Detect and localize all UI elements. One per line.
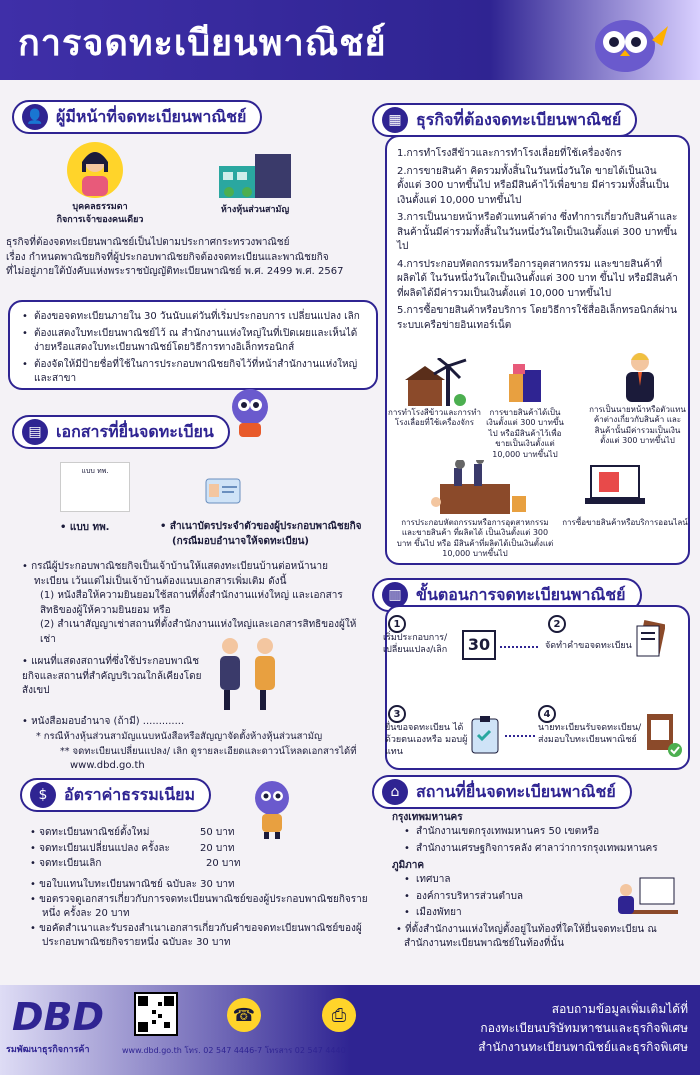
section-fees-heading: $ อัตราค่าธรรมเนียม: [20, 778, 211, 812]
doc-bullet-id: • สำเนาบัตรประจำตัวของผู้ประกอบพาณิชยกิจ (กรณีมอบอำนาจให้จดทะเบียน): [160, 521, 362, 547]
fee-extra: • ขอใบแทนใบทะเบียนพาณิชย์ ฉบับละ 30 บาท • ขอตรวจดูเอกสารเกี่ยวกับการจดทะเบียนพาณิชย์ของผู้ประกอบพาณิชยกิจรายหนึ่ง ครั้งละ 20 บาท • ขอคัดสำเนาและรับรองสำเนาเอกสารเกี่ยวกับคำขอจดทะเบียนพาณิชย์ของผู้ประกอบพาณิชยกิจรายหนึ่ง ฉบับละ 30 บาท: [30, 879, 368, 948]
dbd-logo-icon: [8, 990, 118, 1040]
step-number: 1: [388, 615, 406, 633]
step-text: เริ่มประกอบการ/ เปลี่ยนแปลง/เลิก: [383, 633, 448, 656]
step-text: จัดทำคำขอจดทะเบียน: [545, 641, 632, 651]
person-icon: 👤: [22, 104, 48, 130]
footer-contact-text: สอบถามข้อมูลเพิ่มเติมได้ที่ กองทะเบียนบริษัทมหาชนและธุรกิจพิเศษ สำนักงานทะเบียนพาณิชย์และธุรกิจพิเศษ: [478, 1002, 688, 1055]
building-illustration-icon: [215, 148, 295, 200]
doc-sub-1: * กรณีห้างหุ้นส่วนสามัญแนบหนังสือหรือสัญญาจัดตั้งห้างหุ้นส่วนสามัญ: [36, 731, 323, 742]
factory-icon: [430, 460, 530, 515]
agent-icon: [620, 350, 660, 402]
laptop-shop-icon: [585, 462, 645, 510]
fax-icon[interactable]: ⎙: [322, 998, 356, 1032]
shopping-bag-icon: [505, 360, 545, 405]
doc-map-bullet: • แผนที่แสดงสถานที่ซึ่งใช้ประกอบพาณิชยกิจและสถานที่สำคัญบริเวณใกล้เคียงโดยสังเขป: [22, 656, 202, 696]
doc-house-requirements: • กรณีผู้ประกอบพาณิชยกิจเป็นเจ้าบ้านให้แสดงทะเบียนบ้านต่อหน้านายทะเบียน เว้นแต่ไม่เป็นเจ้าบ้านต้องแนบเอกสารเพิ่มเติม ดังนี้ (1) หนังสือให้ความยินยอมใช้สถานที่ตั้งสำนักงานแห่งใหญ่ และเอกสารสิทธิของผู้ให้ความยินยอม หรือ (2) สำเนาสัญญาเช่าสถานที่ตั้งสำนักงานแห่งใหญ่และเอกสารสิทธิของผู้ให้เช่า: [22, 561, 357, 645]
money-icon: $: [30, 782, 56, 808]
requirement-item: • ต้องแสดงใบทะเบียนพาณิชย์ไว้ ณ สำนักงานแห่งใหญ่ในที่เปิดเผยและเห็นได้ง่ายหรือแสดงใบทะเบียนพาณิชย์โดยวิธีการทางอิเล็กทรอนิกส์: [20, 327, 366, 356]
clipboard-icon: [470, 715, 502, 755]
business-caption-5: การซื้อขายสินค้าหรือบริการออนไลน์: [562, 518, 688, 527]
fee-table: [30, 825, 260, 872]
shop-icon: ▦: [382, 107, 408, 133]
id-card-icon: [205, 478, 241, 504]
section-business-heading: ▦ ธุรกิจที่ต้องจดทะเบียนพาณิชย์: [372, 103, 637, 137]
step-arrow: [505, 735, 535, 737]
requirement-item: • ต้องขอจดทะเบียนภายใน 30 วันนับแต่วันที่เริ่มประกอบการ เปลี่ยนแปลง เลิก: [20, 310, 366, 325]
dbd-subtitle: รมพัฒนาธุรกิจการค้า: [6, 1045, 90, 1055]
step-number: 3: [388, 705, 406, 723]
section-docs-heading: ▤ เอกสารที่ยื่นจดทะเบียน: [12, 415, 230, 449]
calendar-icon: 30: [462, 630, 496, 660]
phone-icon[interactable]: ☎: [227, 998, 261, 1032]
person-illustration-icon: [60, 140, 130, 200]
person-caption-1: บุคคลธรรมดา: [72, 202, 128, 212]
place-info: กรุงเทพมหานคร • สำนักงานเขตกรุงเทพมหานคร 50 เขตหรือ • สำนักงานเศรษฐกิจการคลัง ศาลาว่าการกรุงเทพมหานคร ภูมิภาค • เทศบาล • องค์การบริหารส่วนตำบล • เมืองพัทยา • ที่ตั้งสำนักงานแห่งใหญ่ตั้งอยู่ในท้องที่ใดให้ยื่นจดทะเบียน ณ สำนักงานทะเบียนพาณิชย์ในท้องที่นั้น: [392, 810, 687, 952]
doc-sub-2: ** จดทะเบียนเปลี่ยนแปลง/ เลิก ดูรายละเอียดและดาวน์โหลดเอกสารได้ที่: [60, 746, 357, 757]
business-item: 3.การเป็นนายหน้าหรือตัวแทนค้าต่าง ซึ่งทำการเกี่ยวกับสินค้าและสินค้านั้นมีค่ารวมทั้งสิ้นในวันหนึ่งวันใดเป็นเงินตั้งแต่ 300 บาทขึ้นไป: [397, 212, 678, 252]
contact-info: www.dbd.go.th โทร. 02 547 4446-7 โทรสาร 02 547 4440: [122, 1046, 346, 1055]
partnership-caption: ห้างหุ้นส่วนสามัญ: [220, 205, 290, 215]
business-item: 1.การทำโรงสีข้าวและการทำโรงเลื่อยที่ใช้เครื่องจักร: [397, 148, 622, 159]
step-number: 2: [548, 615, 566, 633]
step-text: ยื่นขอจดทะเบียน ได้ด้วยตนเองหรือ มอบผู้แทน: [385, 723, 468, 758]
step-number: 4: [538, 705, 556, 723]
government-building-icon: ⌂: [382, 779, 408, 805]
form-thumbnail: แบบ ทพ.: [60, 462, 130, 512]
who-intro: ธุรกิจที่ต้องจดทะเบียนพาณิชย์เป็นไปตามประกาศกระทรวงพาณิชย์ เรื่อง กำหนดพาณิชยกิจที่ผู้ประกอบพาณิชยกิจต้องจดทะเบียนและพาณิชยกิจ ที่ไม่อยู่ภายใต้บังคับแห่งพระราชบัญญัติทะเบียนพาณิชย์ พ.ศ. 2499 พ.ศ. 2567: [6, 237, 344, 277]
business-caption-3: การเป็นนายหน้าหรือตัวแทนค้าต่างเกี่ยวกับสินค้า และสินค้านั้นมีค่ารวมเป็นเงินตั้งแต่ 300 บาทขึ้นไป: [589, 405, 686, 446]
mascot-icon: [580, 6, 670, 76]
form-stack-icon: [635, 620, 665, 660]
svg-text:DBD: DBD: [12, 995, 105, 1039]
business-caption-1: การทำโรงสีข้าวและการทำโรงเลื่อยที่ใช้เครื่องจักร: [388, 408, 481, 428]
who-requirements-box: [8, 300, 378, 390]
business-item: 2.การขายสินค้า คิดรวมทั้งสิ้นในวันหนึ่งวันใด ขายได้เป็นเงินตั้งแต่ 300 บาทขึ้นไป หรือมีสินค้าไว้เพื่อขาย มีค่ารวมทั้งสิ้นเป็นเงินตั้งแต่ 10,000 บาทขึ้นไป: [397, 165, 669, 206]
fee-row: • จดทะเบียนเปลี่ยนแปลง ครั้งละ 20 บาท: [30, 842, 235, 854]
qr-code-icon[interactable]: [134, 992, 178, 1036]
section-place-heading: ⌂ สถานที่ยื่นจดทะเบียนพาณิชย์: [372, 775, 632, 809]
fee-row: • จดทะเบียนพาณิชย์ตั้งใหม่ 50 บาท: [30, 827, 235, 838]
business-caption-4: การประกอบหัตถกรรมหรือการอุตสาหกรรมและขายสินค้า ที่ผลิตได้ เป็นเงินตั้งแต่ 300 บาท ขึ้นไป หรือ มีสินค้าที่ผลิตได้เป็นเงินตั้งแต่ 10,000 บาทขึ้นไป: [396, 518, 554, 559]
requirement-item: • ต้องจัดให้มีป้ายชื่อที่ใช้ในการประกอบพาณิชยกิจไว้ที่หน้าสำนักงานแห่งใหญ่และสาขา: [20, 358, 366, 387]
section-who-heading: 👤 ผู้มีหน้าที่จดทะเบียนพาณิชย์: [12, 100, 262, 134]
business-caption-2: การขายสินค้าได้เป็นเงินตั้งแต่ 300 บาทขึ้นไป หรือมีสินค้าไว้เพื่อขายเป็นเงินตั้งแต่ 10,000 บาทขึ้นไป: [486, 408, 564, 459]
person-caption-2: กิจการเจ้าของคนเดียว: [56, 215, 144, 225]
handshake-illustration-icon: [210, 632, 285, 712]
step-arrow: [500, 646, 538, 648]
business-item: 5.การซื้อขายสินค้าหรือบริการ โดยวิธีการใช้สื่ออิเล็กทรอนิกส์ผ่านระบบเครือข่ายอินเทอร์เน็ต: [397, 305, 677, 331]
step-text: นายทะเบียนรับจดทะเบียน/ ส่งมอบใบทะเบียนพาณิชย์: [538, 723, 642, 746]
mascot-small-icon: [225, 385, 275, 440]
document-icon: ▤: [22, 419, 48, 445]
rice-mill-icon: [400, 358, 470, 408]
business-item: 4.การประกอบหัตถกรรมหรือการอุตสาหกรรม และขายสินค้าที่ผลิตได้ ในวันหนึ่งวันใดเป็นเงินตั้งแต่ 300 บาท ขึ้นไป หรือมีสินค้าที่ผลิตได้มีค่ารวมเป็นเงินตั้งแต่ 10,000 บาทขึ้นไป: [397, 258, 678, 299]
certificate-icon: [645, 712, 683, 758]
doc-bullet-form: • แบบ ทพ.: [60, 522, 110, 533]
section-steps-heading: ▥ ขั้นตอนการจดทะเบียนพาณิชย์: [372, 578, 642, 612]
office-worker-icon: [610, 870, 680, 925]
chart-icon: ▥: [382, 582, 408, 608]
fee-row: • จดทะเบียนเลิก 20 บาท: [30, 858, 241, 869]
website-link[interactable]: www.dbd.go.th: [70, 760, 145, 771]
page-title: การจดทะเบียนพาณิชย์: [18, 23, 387, 64]
doc-poa-bullet: • หนังสือมอบอำนาจ (ถ้ามี) .............: [22, 716, 185, 727]
